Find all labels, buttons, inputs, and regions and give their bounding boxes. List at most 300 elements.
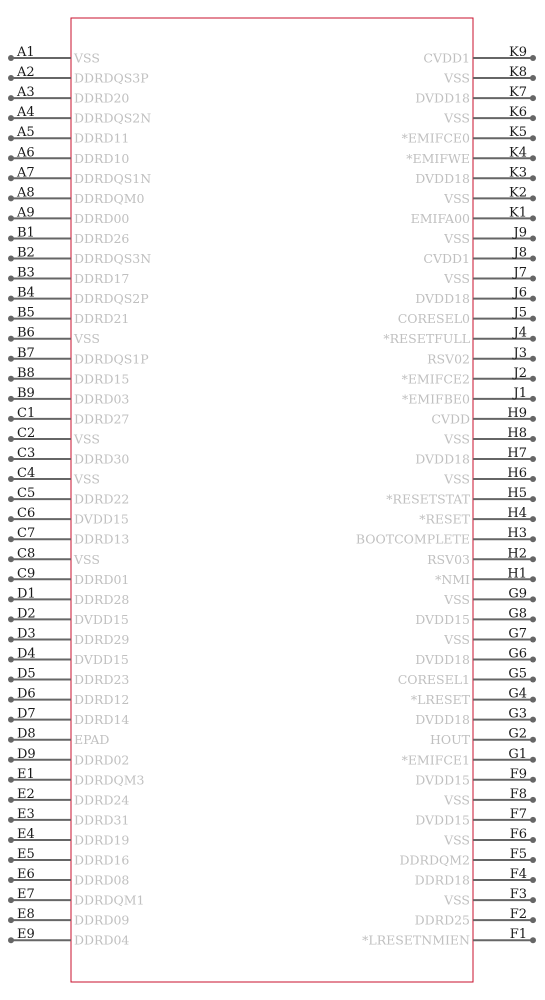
pin-end-dot xyxy=(8,175,14,181)
pin-end-dot xyxy=(530,496,536,502)
pin-number: F7 xyxy=(509,806,527,822)
pin-number: E4 xyxy=(17,826,35,842)
pin-number: E1 xyxy=(17,766,35,782)
pin-name: *RESET xyxy=(419,511,470,527)
pin-end-dot xyxy=(530,737,536,743)
pin-number: K9 xyxy=(509,45,527,60)
pin-d8 xyxy=(8,727,109,748)
pin-number: H9 xyxy=(507,405,527,421)
pin-number: F9 xyxy=(509,766,527,782)
pin-d7 xyxy=(8,707,129,728)
pin-c4 xyxy=(8,466,100,487)
pin-f7 xyxy=(415,807,536,828)
pin-name: DDRD09 xyxy=(74,912,130,928)
pin-d9 xyxy=(8,747,129,768)
pin-g1 xyxy=(402,747,536,768)
pin-number: E5 xyxy=(17,847,35,862)
pin-name: DDRDQS2P xyxy=(74,291,149,307)
pin-number: J6 xyxy=(513,285,527,301)
pin-k4 xyxy=(406,145,536,166)
pin-number: B3 xyxy=(17,265,35,281)
pin-number: D7 xyxy=(17,706,36,722)
pin-name: DDRDQS3P xyxy=(74,70,149,86)
pin-name: DDRD25 xyxy=(414,912,470,928)
pin-name: VSS xyxy=(444,892,470,908)
pin-number: B1 xyxy=(17,225,35,241)
pin-end-dot xyxy=(530,797,536,803)
pin-number: C1 xyxy=(17,405,36,421)
pin-end-dot xyxy=(8,115,14,121)
pin-name: *EMIFCE0 xyxy=(401,130,470,146)
pin-number: A3 xyxy=(17,85,35,101)
pin-number: K2 xyxy=(509,185,527,201)
pin-f2 xyxy=(415,907,536,928)
pin-j1 xyxy=(402,386,536,407)
pin-name: VSS xyxy=(444,70,470,86)
pin-end-dot xyxy=(8,436,14,442)
left-pin-group xyxy=(8,45,151,948)
pin-number: B6 xyxy=(17,325,35,341)
pin-number: A5 xyxy=(17,125,35,141)
pin-name: DDRD23 xyxy=(74,672,130,688)
pin-name: CVDD xyxy=(431,411,470,427)
pin-number: K3 xyxy=(509,165,527,181)
pin-e3 xyxy=(8,807,129,828)
pin-number: G5 xyxy=(508,666,527,682)
pin-end-dot xyxy=(8,657,14,663)
pin-end-dot xyxy=(530,556,536,562)
pin-end-dot xyxy=(8,396,14,402)
pin-end-dot xyxy=(8,356,14,362)
pin-name: EPAD xyxy=(74,732,110,748)
pin-name: DDRD29 xyxy=(74,631,130,647)
pin-number: A8 xyxy=(17,185,35,201)
pin-end-dot xyxy=(530,857,536,863)
pin-end-dot xyxy=(530,416,536,422)
pin-end-dot xyxy=(530,316,536,322)
pin-end-dot xyxy=(8,757,14,763)
pin-name: DDRDQS1P xyxy=(74,351,149,367)
pin-name: *RESETSTAT xyxy=(386,491,470,507)
pin-number: K8 xyxy=(509,65,527,81)
pin-end-dot xyxy=(8,616,14,622)
pin-number: C5 xyxy=(17,486,36,502)
pin-end-dot xyxy=(8,697,14,703)
pin-c6 xyxy=(8,506,129,527)
pin-h9 xyxy=(431,406,536,427)
pin-name: DDRD18 xyxy=(414,872,470,888)
pin-name: DDRD31 xyxy=(74,812,130,828)
pin-e7 xyxy=(8,887,144,908)
pin-name: DDRD00 xyxy=(74,210,130,226)
pin-name: VSS xyxy=(444,190,470,206)
pin-end-dot xyxy=(8,777,14,783)
pin-name: DDRD28 xyxy=(74,591,130,607)
pin-c7 xyxy=(8,526,129,547)
pin-name: VSS xyxy=(444,792,470,808)
pin-end-dot xyxy=(8,596,14,602)
pin-end-dot xyxy=(8,817,14,823)
pin-h7 xyxy=(415,446,536,467)
pin-g7 xyxy=(443,626,536,647)
pin-end-dot xyxy=(8,195,14,201)
pin-end-dot xyxy=(530,376,536,382)
pin-g2 xyxy=(430,727,536,748)
pin-a8 xyxy=(8,185,145,206)
pin-number: J7 xyxy=(513,265,527,281)
pin-number: A2 xyxy=(17,65,35,81)
pin-number: K7 xyxy=(509,85,527,101)
pin-f1 xyxy=(362,927,536,948)
pin-g8 xyxy=(415,606,536,627)
pin-end-dot xyxy=(530,215,536,221)
pin-name: VSS xyxy=(444,110,470,126)
pin-name: DDRD24 xyxy=(74,792,130,808)
pin-end-dot xyxy=(530,657,536,663)
pin-end-dot xyxy=(8,296,14,302)
pin-name: DVDD18 xyxy=(415,652,470,667)
pin-name: VSS xyxy=(74,331,100,347)
pin-end-dot xyxy=(8,937,14,943)
pin-end-dot xyxy=(8,797,14,803)
pin-a4 xyxy=(8,105,151,126)
pin-end-dot xyxy=(530,276,536,282)
pin-number: K1 xyxy=(509,205,527,221)
pin-name: DDRDQS3N xyxy=(74,251,152,266)
pin-c5 xyxy=(8,486,129,507)
pin-number: F6 xyxy=(509,826,527,842)
pin-end-dot xyxy=(530,95,536,101)
pin-end-dot xyxy=(8,95,14,101)
pin-number: B5 xyxy=(17,305,35,321)
pin-name: VSS xyxy=(444,832,470,848)
pin-number: B7 xyxy=(17,345,35,361)
pin-name: DDRDQM0 xyxy=(74,190,145,206)
pin-number: K6 xyxy=(509,105,527,121)
pin-number: J8 xyxy=(513,245,527,261)
pin-end-dot xyxy=(8,837,14,843)
pin-end-dot xyxy=(8,556,14,562)
pin-end-dot xyxy=(8,476,14,482)
pin-j6 xyxy=(415,286,536,307)
pin-j4 xyxy=(383,326,536,347)
pin-name: DDRDQS2N xyxy=(74,110,152,126)
pin-end-dot xyxy=(530,235,536,241)
pin-name: VSS xyxy=(444,271,470,287)
pin-number: F2 xyxy=(509,907,527,923)
pin-number: D6 xyxy=(17,686,36,702)
pin-c3 xyxy=(8,446,129,467)
pin-name: DDRD30 xyxy=(74,451,130,467)
pin-number: D1 xyxy=(17,586,36,602)
pin-name: DDRD16 xyxy=(74,852,130,868)
pin-c9 xyxy=(8,566,129,587)
pin-name: *EMIFCE1 xyxy=(401,752,470,768)
pin-name: DDRD19 xyxy=(74,832,130,848)
pin-j8 xyxy=(423,246,536,267)
pin-number: K4 xyxy=(509,145,527,161)
pin-name: *EMIFCE2 xyxy=(401,371,470,387)
pin-end-dot xyxy=(530,155,536,161)
pin-name: DVDD15 xyxy=(415,772,470,788)
pin-e9 xyxy=(8,927,129,948)
pin-number: J5 xyxy=(513,305,527,321)
pin-d1 xyxy=(8,586,129,607)
pin-number: A4 xyxy=(17,105,35,121)
pin-end-dot xyxy=(530,636,536,642)
pin-b5 xyxy=(8,306,129,327)
pin-name: DDRD27 xyxy=(74,411,130,427)
pin-number: D8 xyxy=(17,726,36,742)
pin-b1 xyxy=(8,225,129,246)
pin-d6 xyxy=(8,687,129,708)
pin-a5 xyxy=(8,125,129,146)
pin-end-dot xyxy=(530,596,536,602)
pin-number: C2 xyxy=(17,425,36,441)
pin-name: DVDD18 xyxy=(415,451,470,467)
pin-h5 xyxy=(386,486,536,507)
pin-g9 xyxy=(443,586,536,607)
pin-name: DDRDQM2 xyxy=(399,852,470,868)
pin-end-dot xyxy=(530,717,536,723)
pin-number: B9 xyxy=(17,385,35,401)
pin-number: G3 xyxy=(508,706,527,722)
pin-name: DDRDQS1N xyxy=(74,170,152,186)
pin-number: H5 xyxy=(507,486,527,502)
pin-number: H6 xyxy=(507,466,527,482)
pin-name: DDRD17 xyxy=(74,271,130,287)
pin-end-dot xyxy=(8,336,14,342)
pin-name: DDRD02 xyxy=(74,752,130,768)
pin-end-dot xyxy=(530,135,536,141)
pin-end-dot xyxy=(8,416,14,422)
pin-name: BOOTCOMPLETE xyxy=(355,531,470,547)
pin-end-dot xyxy=(530,356,536,362)
pin-end-dot xyxy=(530,897,536,903)
pin-end-dot xyxy=(530,256,536,262)
pin-name: DDRD10 xyxy=(74,150,130,166)
pin-end-dot xyxy=(8,857,14,863)
pin-number: G7 xyxy=(508,626,527,642)
pin-number: C9 xyxy=(17,566,36,582)
pin-name: DVDD15 xyxy=(74,652,129,667)
pin-end-dot xyxy=(8,516,14,522)
pin-end-dot xyxy=(530,777,536,783)
pin-number: C7 xyxy=(17,526,36,542)
pin-name: *EMIFWE xyxy=(406,150,470,166)
pin-b2 xyxy=(8,246,151,267)
pin-name: DDRD14 xyxy=(74,712,130,728)
pin-number: E8 xyxy=(17,907,35,923)
pin-name: DVDD15 xyxy=(415,812,470,828)
pin-name: DDRD03 xyxy=(74,391,130,407)
pin-name: *LRESET xyxy=(410,692,470,708)
pin-name: *LRESETNMIEN xyxy=(362,932,470,948)
pin-j7 xyxy=(443,266,536,287)
pin-name: *EMIFBE0 xyxy=(401,391,470,407)
pin-name: DDRDQM1 xyxy=(74,892,145,908)
pin-number: C3 xyxy=(17,446,36,461)
pin-name: VSS xyxy=(74,471,100,487)
pin-d5 xyxy=(8,667,129,688)
pin-number: G9 xyxy=(508,586,527,602)
pin-end-dot xyxy=(530,536,536,542)
pin-e2 xyxy=(8,787,129,808)
pin-name: DDRD11 xyxy=(74,130,130,146)
pin-c2 xyxy=(8,426,100,447)
pin-number: F1 xyxy=(509,927,527,943)
pin-a2 xyxy=(8,65,149,86)
pin-b6 xyxy=(8,326,100,347)
pin-name: EMIFA00 xyxy=(410,210,470,226)
pin-name: DDRD22 xyxy=(74,491,130,507)
pin-number: D4 xyxy=(17,646,36,662)
pin-number: A9 xyxy=(17,205,35,221)
pin-end-dot xyxy=(8,276,14,282)
pin-d3 xyxy=(8,626,129,647)
pin-b3 xyxy=(8,266,129,287)
pin-end-dot xyxy=(8,55,14,61)
pin-c8 xyxy=(8,546,100,567)
pin-name: RSV03 xyxy=(427,551,470,567)
pin-g5 xyxy=(398,667,536,688)
pin-d4 xyxy=(8,647,129,668)
pin-name: DVDD18 xyxy=(415,712,470,728)
pin-number: H2 xyxy=(507,546,527,562)
pin-k5 xyxy=(402,125,536,146)
pin-name: CORESEL1 xyxy=(397,672,470,688)
pin-e8 xyxy=(8,907,129,928)
pin-end-dot xyxy=(8,897,14,903)
pin-g6 xyxy=(415,647,536,668)
pin-number: D2 xyxy=(17,606,36,622)
pin-number: A1 xyxy=(17,45,35,60)
pin-j9 xyxy=(443,225,536,246)
pin-end-dot xyxy=(530,115,536,121)
pin-end-dot xyxy=(530,195,536,201)
pin-end-dot xyxy=(530,476,536,482)
pin-e6 xyxy=(8,867,129,888)
pin-f4 xyxy=(415,867,536,888)
pin-number: J3 xyxy=(513,345,527,361)
pin-end-dot xyxy=(530,456,536,462)
pin-h6 xyxy=(443,466,536,487)
pin-end-dot xyxy=(530,175,536,181)
pin-number: A6 xyxy=(17,145,35,161)
pin-number: F3 xyxy=(509,887,527,903)
pin-b9 xyxy=(8,386,129,407)
pin-number: J9 xyxy=(513,225,527,241)
pin-end-dot xyxy=(8,496,14,502)
pin-number: H3 xyxy=(507,526,527,542)
pin-end-dot xyxy=(530,55,536,61)
pin-number: C6 xyxy=(17,506,36,522)
pin-name: VSS xyxy=(444,471,470,487)
pin-end-dot xyxy=(530,757,536,763)
pin-name: DDRD20 xyxy=(74,90,130,106)
pin-name: DVDD15 xyxy=(74,511,129,527)
pin-name: DVDD18 xyxy=(415,90,470,106)
pin-k2 xyxy=(443,185,536,206)
pin-end-dot xyxy=(8,316,14,322)
pin-end-dot xyxy=(530,296,536,302)
pin-number: E2 xyxy=(17,786,35,802)
pin-d2 xyxy=(8,606,129,627)
pin-number: C8 xyxy=(17,546,36,562)
pin-end-dot xyxy=(530,336,536,342)
pin-end-dot xyxy=(530,576,536,582)
pin-end-dot xyxy=(8,917,14,923)
pin-number: B4 xyxy=(17,285,35,301)
pin-end-dot xyxy=(530,677,536,683)
pin-number: K5 xyxy=(509,125,527,141)
pin-number: H8 xyxy=(507,425,527,441)
pin-end-dot xyxy=(8,576,14,582)
pin-name: VSS xyxy=(444,591,470,607)
pin-end-dot xyxy=(8,536,14,542)
pin-end-dot xyxy=(8,235,14,241)
pin-number: G4 xyxy=(508,686,527,702)
pin-f6 xyxy=(443,827,536,848)
pin-end-dot xyxy=(8,456,14,462)
pin-name: VSS xyxy=(444,230,470,246)
pin-end-dot xyxy=(530,75,536,81)
pin-name: DDRD08 xyxy=(74,872,130,888)
pin-f5 xyxy=(400,847,536,868)
pin-f3 xyxy=(443,887,536,908)
pin-number: H4 xyxy=(507,506,527,522)
pin-k6 xyxy=(443,105,536,126)
pin-number: D9 xyxy=(17,746,36,762)
pin-e4 xyxy=(8,827,129,848)
pin-a6 xyxy=(8,145,129,166)
pin-number: E3 xyxy=(17,806,35,822)
pin-name: DDRD26 xyxy=(74,230,130,246)
pin-name: DDRD13 xyxy=(74,531,130,547)
pin-end-dot xyxy=(8,737,14,743)
pin-name: DDRD15 xyxy=(74,371,130,387)
pin-number: G6 xyxy=(508,646,527,662)
pin-number: D5 xyxy=(17,666,36,682)
pin-name: DDRDQM3 xyxy=(74,772,145,788)
pin-j3 xyxy=(427,346,536,367)
pin-end-dot xyxy=(8,256,14,262)
pin-number: E9 xyxy=(17,927,35,943)
pin-number: C4 xyxy=(17,466,36,482)
pin-h2 xyxy=(427,546,536,567)
pin-end-dot xyxy=(530,937,536,943)
pin-h8 xyxy=(443,426,536,447)
pin-end-dot xyxy=(530,877,536,883)
pin-name: VSS xyxy=(444,631,470,647)
pin-name: CORESEL0 xyxy=(397,311,470,327)
pin-k7 xyxy=(415,85,536,106)
pin-number: G8 xyxy=(508,606,527,622)
pin-number: E7 xyxy=(17,887,35,903)
pin-b4 xyxy=(8,286,149,307)
pin-number: H7 xyxy=(507,446,527,461)
pin-end-dot xyxy=(530,616,536,622)
pin-name: CVDD1 xyxy=(423,50,470,66)
pin-end-dot xyxy=(8,155,14,161)
pin-end-dot xyxy=(530,396,536,402)
pin-number: F4 xyxy=(509,867,527,883)
pin-f9 xyxy=(415,767,536,788)
pin-number: B8 xyxy=(17,365,35,381)
pin-end-dot xyxy=(530,837,536,843)
pin-a1 xyxy=(8,45,100,66)
pin-h4 xyxy=(419,506,536,527)
